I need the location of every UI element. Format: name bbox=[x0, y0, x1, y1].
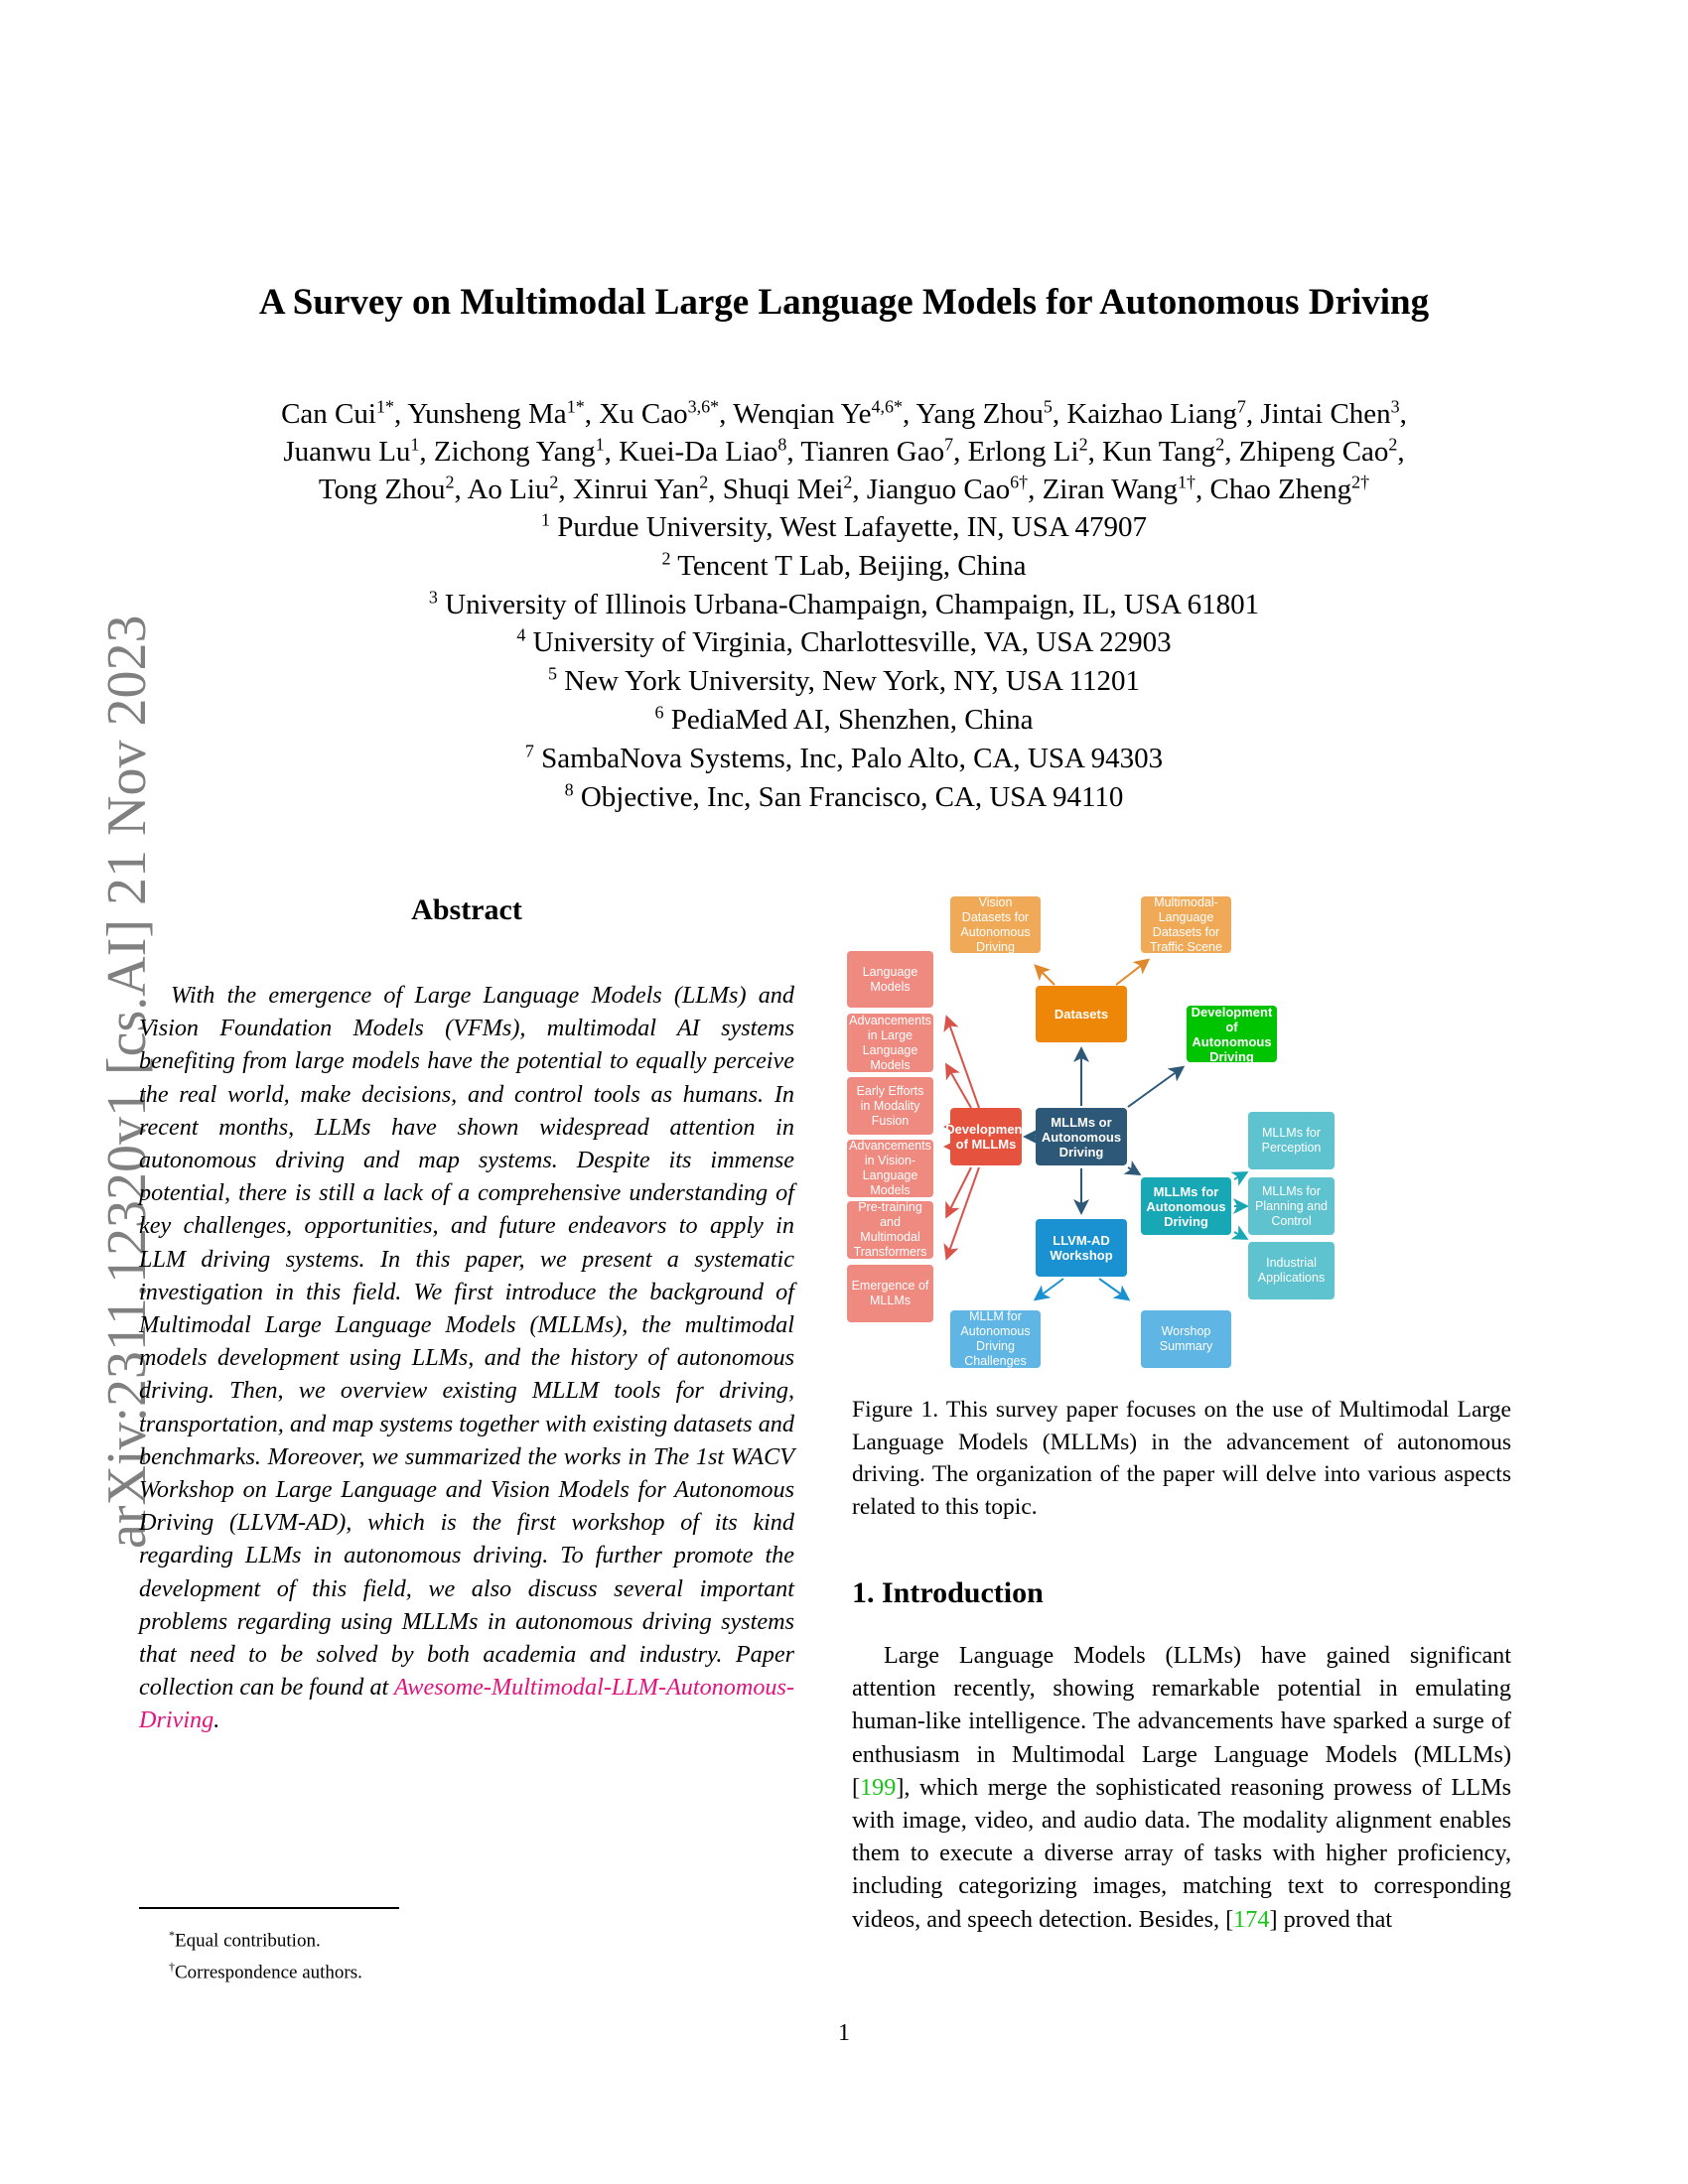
paper-collection-link[interactable]: Awesome-Multimodal-LLM-Autonomous-Driving bbox=[139, 1674, 794, 1734]
author-name: Kun Tang bbox=[1102, 436, 1216, 468]
node-mllms-for-perception: MLLMs for Perception bbox=[1248, 1112, 1335, 1169]
introduction-paragraph bbox=[852, 1639, 1511, 1936]
node-industrial-applications: Industrial Applications bbox=[1248, 1242, 1335, 1299]
footnotes bbox=[169, 1922, 362, 1986]
node-mllm-ad-challenges: MLLM for Autonomous Driving Challenges bbox=[950, 1310, 1041, 1368]
author-name: Yang Zhou bbox=[915, 398, 1044, 430]
node-pretraining-multimodal-transformers: Pre-training and Multimodal Transformers bbox=[847, 1201, 933, 1259]
node-vision-datasets: Vision Datasets for Autonomous Driving bbox=[950, 896, 1041, 953]
intro-text: ] proved that bbox=[1269, 1905, 1393, 1933]
figure-1-diagram bbox=[844, 884, 1519, 1380]
author-affil-sup: 1 bbox=[566, 396, 576, 417]
author-name: Tong Zhou bbox=[318, 474, 446, 505]
affiliation-number: 8 bbox=[564, 778, 574, 799]
affiliation-text: University of Illinois Urbana-Champaign, Champaign, IL, USA 61801 bbox=[445, 588, 1260, 620]
citation-link[interactable]: 174 bbox=[1233, 1905, 1270, 1933]
author-affil-sup: 2 bbox=[1215, 434, 1225, 455]
node-mllms-for-autonomous-driving: MLLMs for Autonomous Driving bbox=[1141, 1177, 1231, 1235]
intro-text: Large Language Models (LLMs) have gained significant attention recently, showing remarkable potential in emulating human-like intelligence. The advancements have sparked a surge of enthusiasm in Multimodal Large Language Models (MLLMs) [ bbox=[852, 1642, 1511, 1801]
affiliation-number: 6 bbox=[654, 702, 664, 723]
page-number: 1 bbox=[838, 2020, 850, 2046]
author-affil-sup: 1 bbox=[375, 396, 385, 417]
author-affil-sup: 3 bbox=[1390, 396, 1400, 417]
node-emergence-of-mllms: Emergence of MLLMs bbox=[847, 1265, 933, 1322]
affiliation-text: Objective, Inc, San Francisco, CA, USA 94110 bbox=[580, 780, 1124, 813]
author-name: Shuqi Mei bbox=[722, 474, 844, 505]
author-affil-sup: 2 bbox=[445, 472, 455, 492]
affiliation-text: New York University, New York, NY, USA 11201 bbox=[564, 665, 1141, 698]
footnote-text: Equal contribution. bbox=[175, 1930, 321, 1952]
author-line: Can Cui$^{1*}$, Yunsheng $Ma^{1*}$, Xu Cao$^{3,6*}$, Wenqian $Ye^{4,6*}$, Yang Zhou$^5$, Kaizhao Liang$^7$, Jintai Chen$^3$, bbox=[281, 396, 1407, 430]
author-affil-sup: 2 bbox=[699, 472, 709, 492]
author-name: Chao Zheng bbox=[1209, 474, 1352, 505]
author-mark: † bbox=[1187, 472, 1196, 492]
author-mark: * bbox=[710, 396, 720, 417]
author-name: Jintai Chen bbox=[1260, 398, 1391, 430]
author-name: Zhipeng Cao bbox=[1238, 436, 1389, 468]
author-affil-sup: 3,6 bbox=[687, 396, 711, 417]
affiliation-text: Tencent T Lab, Beijing, China bbox=[677, 549, 1027, 582]
citation-link[interactable]: 199 bbox=[860, 1773, 897, 1801]
author-affil-sup: 2 bbox=[1351, 472, 1361, 492]
footnote-mark: * bbox=[169, 1928, 175, 1942]
abstract-text: With the emergence of Large Language Models (LLMs) and Vision Foundation Models (VFMs), multimodal AI systems benefiting from large models have the potential to equally perceive the real world, make decisions, and control tools as humans. In recent months, LLMs have shown widespread attention in autonomous driving and map systems. Despite its immense potential, there is still a lack of a comprehensive understanding of key challenges, opportunities, and future endeavors to apply in LLM driving systems. In this paper, we present a systematic investigation in this field. We first introduce the background of Multimodal Large Language Models (MLLMs), the multimodal models development using LLMs, and the history of autonomous driving. Then, we overview existing MLLM tools for driving, transportation, and map systems together with existing datasets and benchmarks. Moreover, we summarized the works in The 1st WACV Workshop on Large Language and Vision Models for Autonomous Driving (LLVM-AD), which is the first workshop of its kind regarding LLMs in autonomous driving. To further promote the development of this field, we also discuss several important problems regarding using MLLMs in autonomous driving systems that need to be solved by both academia and industry. Paper collection can be found at bbox=[139, 982, 794, 1702]
affiliation-number: 3 bbox=[428, 586, 438, 607]
author-mark: * bbox=[384, 396, 394, 417]
affiliation-number: 5 bbox=[547, 663, 557, 684]
author-name: Juanwu Lu bbox=[283, 436, 411, 468]
affiliation bbox=[99, 586, 1589, 624]
node-advancements-vlm: Advancements in Vision-Language Models bbox=[847, 1140, 933, 1197]
author-affil-sup: 2 bbox=[843, 472, 853, 492]
author-mark: † bbox=[1019, 472, 1029, 492]
footnote bbox=[169, 1922, 362, 1954]
node-early-efforts-modality-fusion: Early Efforts in Modality Fusion bbox=[847, 1077, 933, 1135]
author-name: Xu Cao bbox=[599, 398, 688, 430]
affiliation bbox=[99, 547, 1589, 586]
author-name: Ziran Wang bbox=[1042, 474, 1179, 505]
author-affil-sup: 2 bbox=[1388, 434, 1398, 455]
author-affil-sup: 8 bbox=[777, 434, 787, 455]
author-name: Ao Liu bbox=[467, 474, 550, 505]
affiliation bbox=[99, 778, 1589, 817]
author-mark: † bbox=[1360, 472, 1370, 492]
affiliation bbox=[99, 740, 1589, 778]
abstract-heading: Abstract bbox=[411, 893, 522, 926]
affiliation-number: 7 bbox=[524, 741, 534, 761]
footnote-text: Correspondence authors. bbox=[175, 1962, 362, 1983]
author-line: Juanwu Lu$^1$, Zichong Yang$^1$, Kuei-Da Liao$^8$, Tianren Gao$^7$, Erlong Li$^2$, Kun Tang$^2$, Zhipeng Cao$^2$, bbox=[283, 434, 1405, 468]
affiliation bbox=[99, 508, 1589, 547]
footnote-divider bbox=[139, 1907, 399, 1909]
node-development-of-mllms: Development of MLLMs bbox=[950, 1108, 1022, 1165]
node-language-models: Language Models bbox=[847, 951, 933, 1008]
affiliation bbox=[99, 701, 1589, 740]
intro-text: ], which merge the sophisticated reasoning prowess of LLMs with image, video, and audio data. The modality alignment enables them to execute a diverse array of tasks with higher proficiency, including categorizing images, matching text to corresponding videos, and speech detection. Besides, [ bbox=[852, 1773, 1511, 1933]
author-mark: * bbox=[575, 396, 585, 417]
affiliation bbox=[99, 623, 1589, 662]
author-name: Zichong Yang bbox=[433, 436, 596, 468]
affiliation-text: Purdue University, West Lafayette, IN, USA 47907 bbox=[557, 511, 1147, 543]
author-affil-sup: 7 bbox=[944, 434, 954, 455]
abstract-body bbox=[139, 979, 794, 1737]
author-affil-sup: 1 bbox=[595, 434, 605, 455]
author-name: Jianguo Cao bbox=[866, 474, 1011, 505]
node-datasets: Datasets bbox=[1036, 986, 1127, 1042]
affiliation-number: 2 bbox=[661, 548, 671, 569]
affiliation-number: 1 bbox=[541, 509, 551, 530]
author-name: Tianren Gao bbox=[800, 436, 945, 468]
node-workshop-summary: Worshop Summary bbox=[1141, 1310, 1231, 1368]
author-name: Kuei-Da Liao bbox=[619, 436, 778, 468]
section-heading-introduction: 1. Introduction bbox=[852, 1576, 1044, 1609]
author-affil-sup: 1 bbox=[1178, 472, 1188, 492]
author-affil-sup: 7 bbox=[1236, 396, 1246, 417]
figure-caption: Figure 1. This survey paper focuses on the use of Multimodal Large Language Models (MLLMs) in the advancement of autonomous driving. The organization of the paper will delve into various aspects related to this topic. bbox=[852, 1397, 1511, 1520]
author-affil-sup: 2 bbox=[1078, 434, 1088, 455]
author-affil-sup: 1 bbox=[410, 434, 420, 455]
arxiv-identifier: arXiv:2311.12320v1 [cs.AI] 21 Nov 2023 bbox=[96, 614, 158, 1549]
author-name: Kaizhao Liang bbox=[1066, 398, 1237, 430]
footnote-mark: † bbox=[169, 1960, 175, 1975]
author-name: Xinrui Yan bbox=[572, 474, 700, 505]
affiliation-text: University of Virginia, Charlottesville, VA, USA 22903 bbox=[532, 626, 1172, 659]
author-affil-sup: 5 bbox=[1043, 396, 1053, 417]
node-mllms-for-planning-control: MLLMs for Planning and Control bbox=[1248, 1177, 1335, 1235]
node-advancements-llm: Advancements in Large Language Models bbox=[847, 1014, 933, 1072]
affiliation bbox=[99, 662, 1589, 701]
author-name: Wenqian Ye bbox=[733, 398, 872, 430]
author-affil-sup: 4,6 bbox=[871, 396, 895, 417]
author-line: Tong Zhou$^2$, Ao Liu$^2$, Xinrui Yan$^2$, Shuqi Mei$^2$, Jianguo Cao$^{6\dagger}$, Ziran Wang$^{1\dagger}$, Chao Zheng$^{2\dagger}$ bbox=[318, 472, 1370, 505]
author-name: Erlong Li bbox=[967, 436, 1079, 468]
affiliation-text: PediaMed AI, Shenzhen, China bbox=[670, 703, 1034, 736]
node-mllms-or-autonomous-driving: MLLMs or Autonomous Driving bbox=[1036, 1108, 1127, 1165]
author-affil-sup: 6 bbox=[1010, 472, 1020, 492]
affiliation-number: 4 bbox=[516, 624, 526, 645]
node-multimodal-language-datasets: Multimodal-Language Datasets for Traffic Scene bbox=[1141, 896, 1231, 953]
author-name: Can Cui bbox=[281, 398, 376, 430]
author-list bbox=[99, 395, 1589, 508]
affiliation-list bbox=[99, 508, 1589, 816]
author-name: Yunsheng Ma bbox=[407, 398, 567, 430]
paper-title: A Survey on Multimodal Large Language Models for Autonomous Driving bbox=[258, 282, 1430, 323]
author-affil-sup: 2 bbox=[549, 472, 559, 492]
abstract-end: . bbox=[213, 1706, 220, 1734]
node-llvm-ad-workshop: LLVM-AD Workshop bbox=[1036, 1219, 1127, 1277]
node-development-of-autonomous-driving: Development of Autonomous Driving bbox=[1187, 1006, 1277, 1062]
affiliation-text: SambaNova Systems, Inc, Palo Alto, CA, USA 94303 bbox=[541, 742, 1164, 774]
author-mark: * bbox=[894, 396, 904, 417]
footnote bbox=[169, 1954, 362, 1985]
